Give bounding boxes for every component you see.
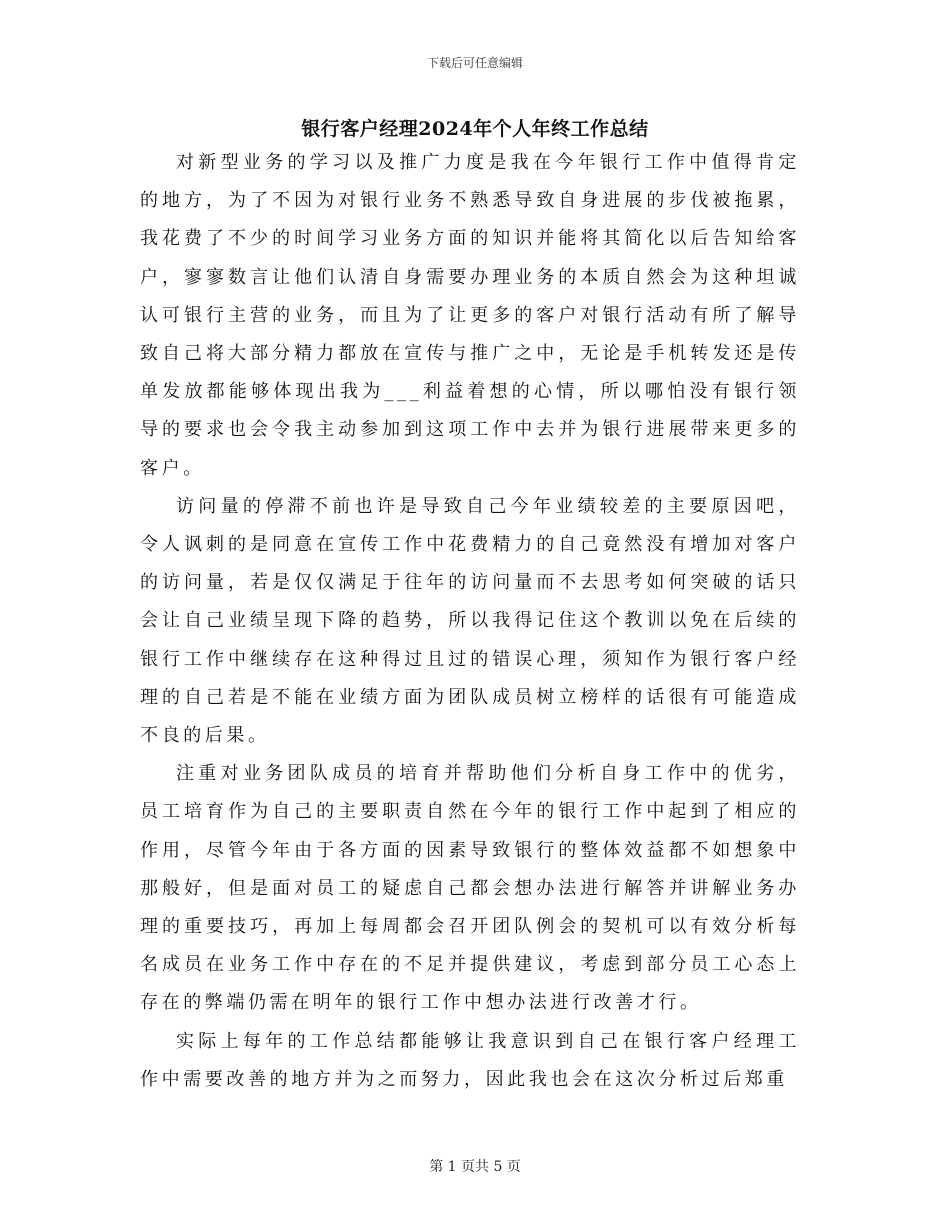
paragraph: 访问量的停滞不前也许是导致自己今年业绩较差的主要原因吧，令人讽刺的是同意在宣传工作中花费精力的自己竟然没有增加对客户的访问量，若是仅仅满足于往年的访问量而不去思考如何突破的话只会让自己业绩呈现下降的趋势，所以我得记住这个教训以免在后续的银行工作中继续存在这种得过且过的错误心理，须知作为银行客户经理的自己若是不能在业绩方面为团队成员树立榜样的话很有可能造成不良的后果。 (140, 495, 800, 747)
download-note: 下载后可任意编辑 (426, 56, 523, 70)
paragraph: 注重对业务团队成员的培育并帮助他们分析自身工作中的优劣，员工培育作为自己的主要职责自然在今年的银行工作中起到了相应的作用，尽管今年由于各方面的因素导致银行的整体效益都不如想象中那般好，但是面对员工的疑虑自己都会想办法进行解答并讲解业务办理的重要技巧，再加上每周都会召开团队例会的契机可以有效分析每名成员在业务工作中存在的不足并提供建议，考虑到部分员工心态上存在的弊端仍需在明年的银行工作中想办法进行改善才行。 (140, 763, 800, 1014)
paragraph: 实际上每年的工作总结都能够让我意识到自己在银行客户经理工作中需要改善的地方并为之而努力，因此我也会在这次分析过后郑重 (140, 1030, 800, 1090)
page-number: 第 1 页共 5 页 (429, 1159, 521, 1175)
document-body (140, 144, 800, 1099)
document-title: 银行客户经理2024年个人年终工作总结 (301, 118, 649, 140)
paragraph: 对新型业务的学习以及推广力度是我在今年银行工作中值得肯定的地方，为了不因为对银行业务不熟悉导致自身进展的步伐被拖累，我花费了不少的时间学习业务方面的知识并能将其简化以后告知给客户，寥寥数言让他们认清自身需要办理业务的本质自然会为这种坦诚认可银行主营的业务，而且为了让更多的客户对银行活动有所了解导致自己将大部分精力都放在宣传与推广之中，无论是手机转发还是传单发放都能够体现出我为___利益着想的心情，所以哪怕没有银行领导的要求也会令我主动参加到这项工作中去并为银行进展带来更多的客户。 (140, 152, 800, 479)
